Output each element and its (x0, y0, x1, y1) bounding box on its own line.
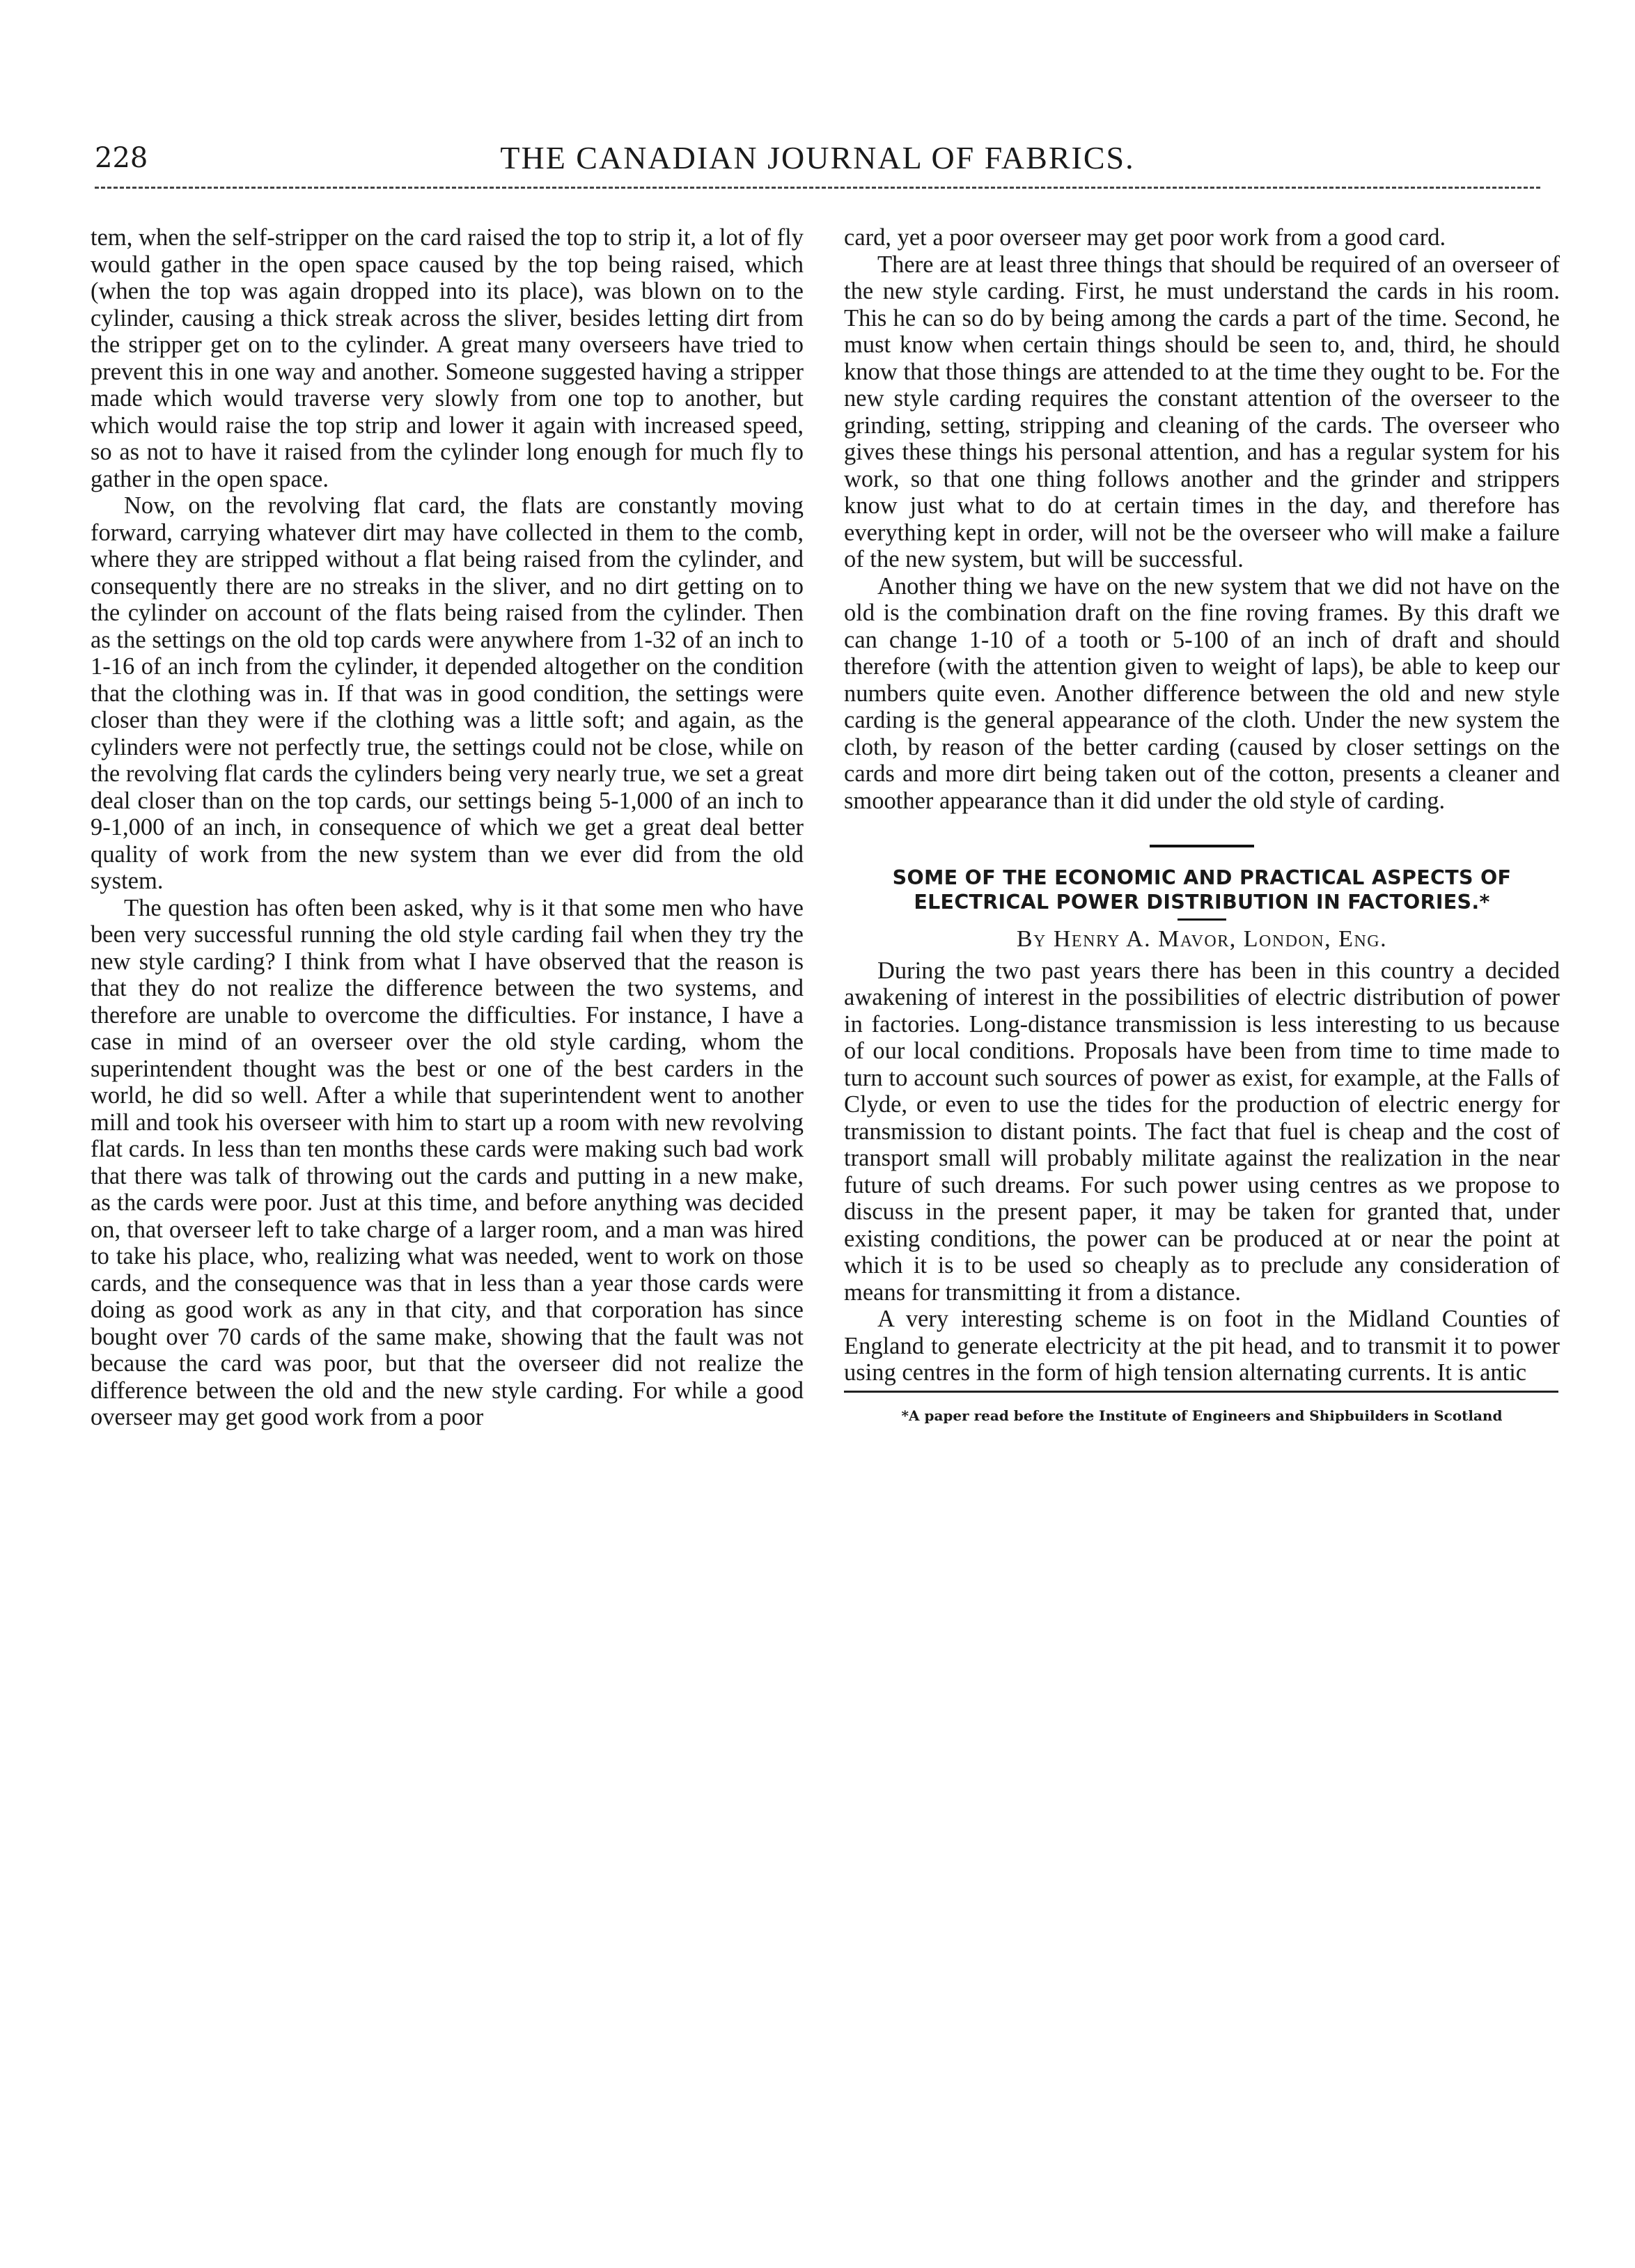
section-divider (1150, 845, 1254, 847)
page-header (95, 136, 1540, 180)
right-column (844, 224, 1560, 1429)
title-divider (1178, 918, 1226, 921)
article-paragraph-1: During the two past years there has been in this country a decided awakening of interest in the possibilities of electric distribution of power in factories. Long-distance transmission is less interesting to us because of our local conditions. Proposals have been from time to time made to turn to account such sources of power as exist, for example, at the Falls of Clyde, or even to use the tides for the production of electric energy for transmission to distant points. The fact that fuel is cheap and the cost of transport small will probably militate against the realization in the near future of such dreams. For such power using centres as we propose to discuss in the present paper, it may be taken for granted that, under existing conditions, the power can be produced at or near the point at which it is to be used so cheaply as to preclude any consideration of means for transmitting it from a distance. (844, 957, 1560, 1306)
article-byline: By Henry A. Mavor, London, Eng. (1016, 926, 1388, 952)
header-rule (95, 187, 1540, 189)
left-paragraph-2: Now, on the revolving flat card, the flats are constantly moving forward, carrying whatever dirt may have collected in them to the comb, where they are stripped without a flat being raised from the cylinder, and consequently there are no streaks in the sliver, and no dirt getting on to the cylinder on account of the flats being raised from the cylinder. Then as the settings on the old top cards were anywhere from 1-32 of an inch to 1-16 of an inch from the cylinder, it depended altogether on the condition that the clothing was in. If that was in good condition, the settings were closer than they were if the clothing was a little soft; and again, as the cylinders were not perfectly true, the settings could not be close, while on the revolving flat cards the cylinders being very nearly true, we set a great deal closer than on the top cards, our settings being 5-1,000 of an inch to 9-1,000 of an inch, in consequence of which we get a great deal better quality of work from the new system than we ever did from the old system. (91, 492, 804, 894)
left-column (91, 224, 804, 1431)
article-title: SOME OF THE ECONOMIC AND PRACTICAL ASPECTS OF ELECTRICAL POWER DISTRIBUTION IN FACTORIES.* (892, 866, 1512, 914)
right-paragraph-1: card, yet a poor overseer may get poor work from a good card. (844, 224, 1446, 251)
left-paragraph-3: The question has often been asked, why is it that some men who have been very successful running the old style carding fail when they try the new style carding? I think from what I have observed that the reason is that they do not realize the difference between the two systems, and therefore are unable to overcome the difficulties. For instance, I have a case in mind of an overseer over the old style carding, whom the superintendent thought was the best or one of the best carders in the world, he did so well. After a while that superintendent went to another mill and took his overseer with him to start up a room with new revolving flat cards. In less than ten months these cards were making such bad work that there was talk of throwing out the cards and putting in a new make, as the cards were poor. Just at this time, and before anything was decided on, that overseer left to take charge of a larger room, and a man was hired to take his place, who, realizing what was needed, went to work on those cards, and the consequence was that in less than a year those cards were doing as good work as any in that city, and that corporation has since bought over 70 cards of the same make, showing that the fault was not because the card was poor, but that the overseer did not realize the difference between the old and the new style carding. For while a good overseer may get good work from a poor (91, 894, 804, 1430)
article-paragraph-2: A very interesting scheme is on foot in the Midland Counties of England to generate electricity at the pit head, and to transmit it to power using centres in the form of high tension alternating currents. It is antic (844, 1306, 1560, 1386)
footnote-rule (844, 1391, 1558, 1393)
footnote: *A paper read before the Institute of Engineers and Shipbuilders in Scotland (901, 1407, 1503, 1424)
page-number: 228 (95, 142, 148, 174)
left-paragraph-1: tem, when the self-stripper on the card raised the top to strip it, a lot of fly would gather in the open space caused by the top being raised, which (when the top was again dropped into its place), was blown on to the cylinder, causing a thick streak across the sliver, besides letting dirt from the stripper get on to the cylinder. A great many overseers have tried to prevent this in one way and another. Someone suggested having a stripper made which would traverse very slowly from one top to another, but which would raise the top strip and lower it again with increased speed, so as not to have it raised from the cylinder long enough for much fly to gather in the open space. (91, 224, 804, 492)
right-paragraph-2: There are at least three things that should be required of an overseer of the new style carding. First, he must understand the cards in his room. This he can so do by being among the cards a part of the time. Second, he must know when certain things should be seen to, and, third, he should know that those things are attended to at the time they ought to be. For the new style carding requires the constant attention of the overseer to the grinding, setting, stripping and cleaning of the cards. The overseer who gives these things his personal attention, and has a regular system for his work, so that one thing follows another and the grinder and strippers know just what to do at certain times in the day, and therefore has everything kept in order, will not be the overseer who will make a failure of the new system, but will be successful. (844, 251, 1560, 572)
right-paragraph-3: Another thing we have on the new system that we did not have on the old is the combination draft on the fine roving frames. By this draft we can change 1-10 of a tooth or 5-100 of an inch of draft and should therefore (with the attention given to weight of laps), be able to keep our numbers quite even. Another difference between the old and new style carding is the general appearance of the cloth. Under the new system the cloth, by reason of the better carding (caused by closer settings on the cards and more dirt being taken out of the cotton, presents a cleaner and smoother appearance than it did under the old style of carding. (844, 572, 1560, 814)
journal-title: THE CANADIAN JOURNAL OF FABRICS. (500, 140, 1135, 175)
